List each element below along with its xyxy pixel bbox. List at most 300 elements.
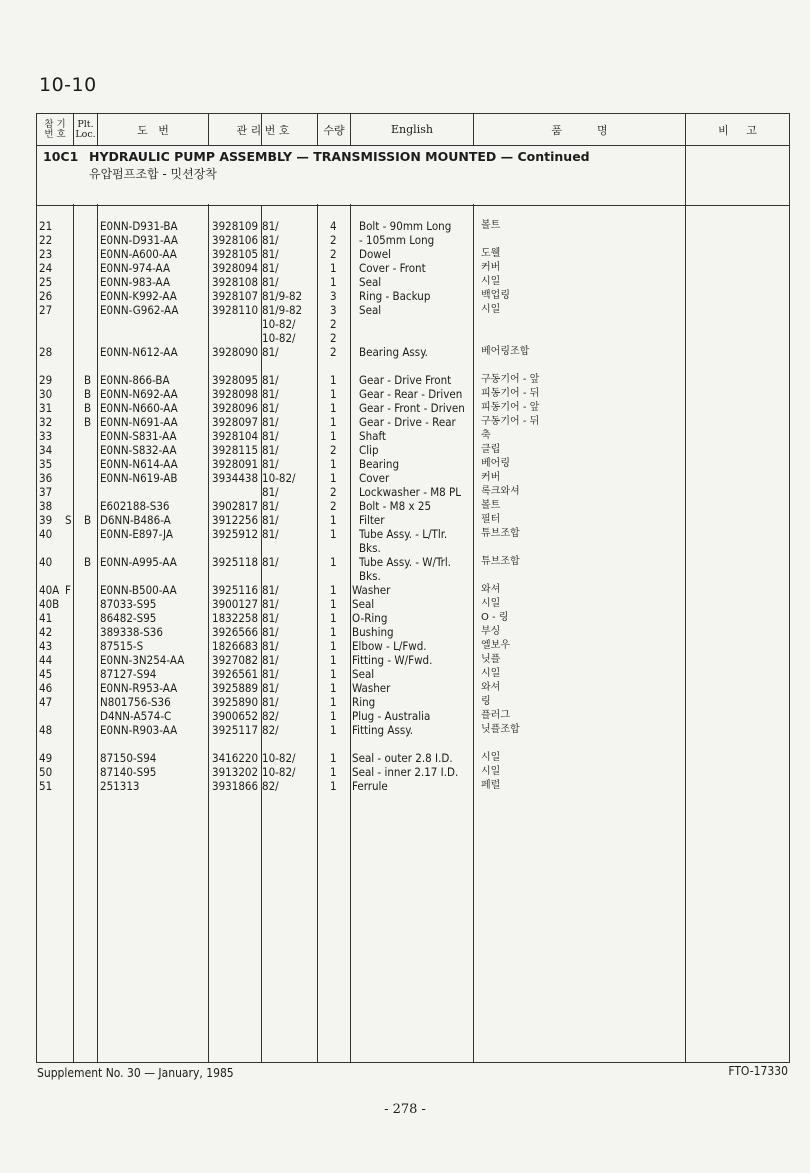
cell-part: D6NN-B486-A (100, 513, 171, 527)
cell-qty: 1 (330, 765, 337, 779)
cell-part: 87150-S94 (100, 751, 157, 765)
cell-qty: 1 (330, 779, 337, 793)
cell-num: 3925912 (212, 527, 259, 541)
page-number: - 278 - (384, 1102, 426, 1117)
cell-eng: Bearing (359, 457, 400, 471)
cell-kor: 필터 (481, 514, 501, 525)
cell-ref: 38 (39, 499, 53, 513)
table-row (37, 457, 789, 471)
cell-kor: 커버 (481, 472, 501, 483)
cell-eng: Ferrule (352, 779, 388, 793)
table-row (37, 331, 789, 345)
cell-num: 3928095 (212, 373, 259, 387)
cell-eng: Bks. (359, 569, 381, 583)
table-row (37, 289, 789, 303)
cell-plt: B (84, 513, 92, 527)
cell-ref: 42 (39, 625, 53, 639)
cell-kor: 시일 (481, 668, 501, 679)
supplement-note: Supplement No. 30 — January, 1985 (37, 1066, 234, 1080)
cell-eng: Ring - Backup (359, 289, 431, 303)
cell-part: 87033-S95 (100, 597, 157, 611)
cell-model: 81/ (262, 499, 279, 513)
cell-kor: 베어링 (481, 458, 510, 469)
cell-num: 3926566 (212, 625, 259, 639)
cell-kor: 시일 (481, 752, 501, 763)
table-row (37, 429, 789, 443)
cell-ref: 23 (39, 247, 53, 261)
cell-model: 81/ (262, 625, 279, 639)
cell-num: 3925116 (212, 583, 259, 597)
cell-ref: 25 (39, 275, 53, 289)
header-part-no: 도 번 (137, 123, 169, 137)
cell-part: 86482-S95 (100, 611, 157, 625)
table-row (37, 597, 789, 611)
cell-ref: 51 (39, 779, 53, 793)
cell-eng: Gear - Rear - Driven (359, 387, 463, 401)
cell-kor: 엘보우 (481, 640, 510, 651)
table-row (37, 639, 789, 653)
cell-ref: 39 (39, 513, 53, 527)
cell-model: 81/ (262, 387, 279, 401)
cell-sp: F (65, 583, 71, 597)
table-row (37, 247, 789, 261)
cell-eng: Clip (359, 443, 379, 457)
cell-eng: Gear - Front - Driven (359, 401, 465, 415)
cell-qty: 1 (330, 583, 337, 597)
table-row (37, 485, 789, 499)
cell-qty: 1 (330, 373, 337, 387)
cell-part: E0NN-N660-AA (100, 401, 178, 415)
cell-kor: 축 (481, 430, 491, 441)
cell-plt: B (84, 373, 92, 387)
cell-qty: 1 (330, 513, 337, 527)
cell-ref: 48 (39, 723, 53, 737)
cell-num: 1826683 (212, 639, 259, 653)
header-korean: 품 명 (551, 123, 608, 137)
cell-model: 10-82/ (262, 751, 296, 765)
cell-model: 81/ (262, 457, 279, 471)
cell-qty: 1 (330, 695, 337, 709)
cell-part: E0NN-R953-AA (100, 681, 178, 695)
cell-part: E0NN-R903-AA (100, 723, 178, 737)
cell-eng: Washer (352, 583, 391, 597)
table-row (37, 261, 789, 275)
cell-kor: 구동기어 - 뒤 (481, 416, 540, 427)
header-model: 관 리 번 호 (236, 123, 290, 137)
cell-kor: 와셔 (481, 584, 501, 595)
header-ref-no: 참 기 번 호 (44, 118, 66, 140)
cell-qty: 2 (330, 345, 337, 359)
cell-qty: 2 (330, 485, 337, 499)
cell-part: 251313 (100, 779, 140, 793)
cell-qty: 1 (330, 709, 337, 723)
cell-part: E0NN-D931-AA (100, 233, 178, 247)
cell-eng: - 105mm Long (359, 233, 435, 247)
cell-kor: 와셔 (481, 682, 501, 693)
cell-num: 3925118 (212, 555, 259, 569)
cell-num: 3913202 (212, 765, 259, 779)
table-row (37, 499, 789, 513)
table-row (37, 387, 789, 401)
cell-ref: 40 (39, 555, 53, 569)
section-subtitle: 유압펌프조합 - 밋션장착 (89, 167, 217, 181)
cell-part: E0NN-K992-AA (100, 289, 177, 303)
cell-kor: 시일 (481, 766, 501, 777)
cell-num: 3416220 (212, 751, 259, 765)
cell-ref: 36 (39, 471, 53, 485)
cell-model: 81/ (262, 583, 279, 597)
header-english: English (391, 123, 433, 136)
cell-qty: 1 (330, 401, 337, 415)
cell-qty: 2 (330, 499, 337, 513)
cell-kor: 링 (481, 696, 491, 707)
table-row (37, 415, 789, 429)
cell-ref: 43 (39, 639, 53, 653)
cell-num: 3928110 (212, 303, 259, 317)
cell-model: 10-82/ (262, 317, 296, 331)
cell-kor: 튜브조합 (481, 528, 520, 539)
cell-model: 81/9-82 (262, 303, 303, 317)
cell-eng: Bks. (359, 541, 381, 555)
cell-part: 87127-S94 (100, 667, 157, 681)
page-id: 10-10 (39, 74, 97, 96)
cell-num: 3928104 (212, 429, 259, 443)
cell-ref: 31 (39, 401, 53, 415)
cell-eng: O-Ring (352, 611, 388, 625)
cell-ref: 44 (39, 653, 53, 667)
cell-num: 3928091 (212, 457, 259, 471)
table-row (37, 513, 789, 527)
cell-qty: 2 (330, 317, 337, 331)
cell-qty: 2 (330, 233, 337, 247)
cell-eng: Gear - Drive - Rear (359, 415, 456, 429)
cell-kor: 부싱 (481, 626, 501, 637)
cell-model: 81/ (262, 401, 279, 415)
cell-qty: 1 (330, 275, 337, 289)
cell-model: 81/ (262, 429, 279, 443)
cell-model: 81/ (262, 443, 279, 457)
cell-num: 3928107 (212, 289, 259, 303)
table-row (37, 401, 789, 415)
cell-eng: Seal (359, 275, 382, 289)
cell-part: E0NN-S832-AA (100, 443, 177, 457)
cell-num: 3902817 (212, 499, 259, 513)
cell-part: N801756-S36 (100, 695, 171, 709)
cell-eng: Cover - Front (359, 261, 426, 275)
cell-eng: Seal (352, 667, 375, 681)
cell-eng: Dowel (359, 247, 392, 261)
table-row (37, 471, 789, 485)
cell-model: 81/ (262, 611, 279, 625)
cell-plt: B (84, 555, 92, 569)
header-plt-loc: Plt. Loc. (75, 118, 96, 140)
cell-kor: 닛플 (481, 654, 501, 665)
table-row (37, 709, 789, 723)
cell-eng: Gear - Drive Front (359, 373, 452, 387)
cell-qty: 1 (330, 639, 337, 653)
cell-qty: 1 (330, 681, 337, 695)
cell-num: 3928094 (212, 261, 259, 275)
cell-part: E0NN-D931-BA (100, 219, 178, 233)
cell-kor: 페럴 (481, 780, 501, 791)
cell-model: 10-82/ (262, 331, 296, 345)
cell-model: 81/ (262, 695, 279, 709)
cell-kor: 도웰 (481, 248, 501, 259)
section-code: 10C1 (43, 149, 79, 164)
cell-kor: 튜브조합 (481, 556, 520, 567)
cell-part: E0NN-N619-AB (100, 471, 178, 485)
cell-part: 87140-S95 (100, 765, 157, 779)
cell-ref: 29 (39, 373, 53, 387)
cell-eng: Tube Assy. - W/Trl. (359, 555, 452, 569)
cell-part: E0NN-A600-AA (100, 247, 177, 261)
cell-ref: 41 (39, 611, 53, 625)
cell-num: 3928109 (212, 219, 259, 233)
cell-part: E0NN-N691-AA (100, 415, 178, 429)
cell-num: 3900652 (212, 709, 259, 723)
cell-part: E0NN-N612-AA (100, 345, 178, 359)
cell-qty: 2 (330, 443, 337, 457)
cell-model: 81/ (262, 513, 279, 527)
cell-sp: S (65, 513, 72, 527)
cell-model: 81/ (262, 681, 279, 695)
cell-eng: Shaft (359, 429, 386, 443)
table-row (37, 625, 789, 639)
cell-qty: 1 (330, 555, 337, 569)
table-row (37, 765, 789, 779)
cell-kor: 닛플조합 (481, 724, 520, 735)
cell-kor: O - 링 (481, 612, 509, 623)
cell-ref: 47 (39, 695, 53, 709)
cell-eng: Bolt - M8 x 25 (359, 499, 432, 513)
table-row (37, 667, 789, 681)
cell-qty: 1 (330, 667, 337, 681)
cell-num: 3928096 (212, 401, 259, 415)
cell-eng: Bearing Assy. (359, 345, 428, 359)
cell-eng: Elbow - L/Fwd. (352, 639, 427, 653)
cell-eng: Lockwasher - M8 PL (359, 485, 462, 499)
cell-part: 389338-S36 (100, 625, 163, 639)
cell-eng: Washer (352, 681, 391, 695)
cell-plt: B (84, 415, 92, 429)
cell-num: 3928115 (212, 443, 259, 457)
cell-part: E0NN-N614-AA (100, 457, 178, 471)
cell-part: E0NN-G962-AA (100, 303, 179, 317)
cell-eng: Seal (352, 597, 375, 611)
cell-part: 87515-S (100, 639, 144, 653)
table-row (37, 555, 789, 569)
cell-qty: 1 (330, 625, 337, 639)
cell-eng: Fitting - W/Fwd. (352, 653, 433, 667)
cell-model: 81/ (262, 247, 279, 261)
cell-qty: 4 (330, 219, 337, 233)
cell-ref: 26 (39, 289, 53, 303)
cell-kor: 베어링조합 (481, 346, 530, 357)
cell-num: 3925889 (212, 681, 259, 695)
cell-qty: 1 (330, 429, 337, 443)
cell-qty: 3 (330, 303, 337, 317)
cell-part: E602188-S36 (100, 499, 170, 513)
cell-part: E0NN-974-AA (100, 261, 171, 275)
cell-ref: 50 (39, 765, 53, 779)
cell-eng: Seal - outer 2.8 I.D. (352, 751, 453, 765)
cell-kor: 피동기어 - 앞 (481, 402, 540, 413)
table-row (37, 681, 789, 695)
table-row (37, 317, 789, 331)
cell-part: E0NN-983-AA (100, 275, 171, 289)
table-row (37, 443, 789, 457)
cell-kor: 시일 (481, 304, 501, 315)
table-row (37, 303, 789, 317)
cell-ref: 49 (39, 751, 53, 765)
header-qty: 수량 (323, 123, 345, 137)
cell-qty: 1 (330, 723, 337, 737)
cell-qty: 1 (330, 415, 337, 429)
cell-qty: 1 (330, 751, 337, 765)
cell-model: 81/ (262, 415, 279, 429)
cell-qty: 3 (330, 289, 337, 303)
cell-part: D4NN-A574-C (100, 709, 172, 723)
cell-model: 81/ (262, 485, 279, 499)
cell-kor: 볼트 (481, 500, 501, 511)
cell-ref: 40B (39, 597, 60, 611)
cell-ref: 35 (39, 457, 53, 471)
cell-model: 81/ (262, 345, 279, 359)
cell-part: E0NN-866-BA (100, 373, 170, 387)
cell-kor: 시일 (481, 276, 501, 287)
cell-eng: Bolt - 90mm Long (359, 219, 452, 233)
cell-ref: 37 (39, 485, 53, 499)
cell-num: 3925117 (212, 723, 259, 737)
cell-qty: 1 (330, 261, 337, 275)
cell-num: 3928105 (212, 247, 259, 261)
cell-ref: 40 (39, 527, 53, 541)
cell-model: 81/9-82 (262, 289, 303, 303)
cell-num: 3900127 (212, 597, 259, 611)
cell-model: 81/ (262, 275, 279, 289)
table-row (37, 583, 789, 597)
cell-kor: 구동기어 - 앞 (481, 374, 540, 385)
table-row (37, 653, 789, 667)
cell-model: 81/ (262, 639, 279, 653)
table-row (37, 779, 789, 793)
table-row (37, 527, 789, 541)
table-row (37, 275, 789, 289)
cell-part: E0NN-3N254-AA (100, 653, 185, 667)
cell-eng: Cover (359, 471, 390, 485)
section-title: HYDRAULIC PUMP ASSEMBLY — TRANSMISSION MOUNTED — Continued (89, 149, 590, 164)
cell-model: 81/ (262, 219, 279, 233)
table-row (37, 219, 789, 233)
cell-qty: 1 (330, 471, 337, 485)
cell-part: E0NN-B500-AA (100, 583, 177, 597)
cell-num: 3928097 (212, 415, 259, 429)
cell-model: 10-82/ (262, 765, 296, 779)
cell-model: 81/ (262, 667, 279, 681)
cell-ref: 34 (39, 443, 53, 457)
cell-model: 81/ (262, 653, 279, 667)
cell-qty: 1 (330, 457, 337, 471)
cell-kor: 커버 (481, 262, 501, 273)
cell-ref: 22 (39, 233, 53, 247)
cell-kor: 시일 (481, 598, 501, 609)
table-row (37, 345, 789, 359)
cell-plt: B (84, 401, 92, 415)
cell-qty: 1 (330, 527, 337, 541)
cell-num: 3928098 (212, 387, 259, 401)
table-row (37, 541, 789, 555)
table-row (37, 611, 789, 625)
cell-model: 82/ (262, 723, 279, 737)
cell-qty: 1 (330, 387, 337, 401)
table-row (37, 723, 789, 737)
cell-model: 81/ (262, 555, 279, 569)
cell-kor: 피동기어 - 뒤 (481, 388, 540, 399)
document-code: FTO-17330 (728, 1064, 788, 1078)
cell-eng: Filter (359, 513, 385, 527)
cell-model: 81/ (262, 597, 279, 611)
cell-qty: 1 (330, 597, 337, 611)
cell-model: 81/ (262, 373, 279, 387)
cell-ref: 46 (39, 681, 53, 695)
cell-ref: 24 (39, 261, 53, 275)
cell-ref: 33 (39, 429, 53, 443)
cell-num: 3912256 (212, 513, 259, 527)
cell-model: 81/ (262, 233, 279, 247)
cell-num: 3928108 (212, 275, 259, 289)
cell-ref: 30 (39, 387, 53, 401)
cell-qty: 2 (330, 331, 337, 345)
header-remarks: 비 고 (718, 123, 757, 137)
cell-eng: Ring (352, 695, 376, 709)
cell-eng: Fitting Assy. (352, 723, 414, 737)
cell-qty: 2 (330, 247, 337, 261)
cell-model: 81/ (262, 527, 279, 541)
table-row (37, 751, 789, 765)
cell-part: E0NN-E897-JA (100, 527, 173, 541)
cell-plt: B (84, 387, 92, 401)
cell-ref: 32 (39, 415, 53, 429)
cell-ref: 45 (39, 667, 53, 681)
cell-kor: 백업링 (481, 290, 510, 301)
cell-ref: 27 (39, 303, 53, 317)
cell-eng: Seal - inner 2.17 I.D. (352, 765, 459, 779)
cell-ref: 40A (39, 583, 60, 597)
cell-kor: 플러그 (481, 710, 510, 721)
table-row (37, 233, 789, 247)
cell-qty: 1 (330, 611, 337, 625)
cell-num: 3934438 (212, 471, 259, 485)
table-row (37, 373, 789, 387)
cell-kor: 록크와셔 (481, 486, 520, 497)
cell-num: 1832258 (212, 611, 259, 625)
cell-part: E0NN-S831-AA (100, 429, 177, 443)
cell-eng: Bushing (352, 625, 394, 639)
cell-num: 3928090 (212, 345, 259, 359)
parts-table (36, 113, 790, 1063)
cell-ref: 21 (39, 219, 53, 233)
cell-num: 3927082 (212, 653, 259, 667)
cell-part: E0NN-N692-AA (100, 387, 178, 401)
table-row (37, 569, 789, 583)
cell-num: 3926561 (212, 667, 259, 681)
cell-eng: Tube Assy. - L/Tlr. (359, 527, 448, 541)
cell-ref: 28 (39, 345, 53, 359)
cell-part: E0NN-A995-AA (100, 555, 177, 569)
cell-qty: 1 (330, 653, 337, 667)
cell-kor: 클립 (481, 444, 501, 455)
cell-model: 10-82/ (262, 471, 296, 485)
